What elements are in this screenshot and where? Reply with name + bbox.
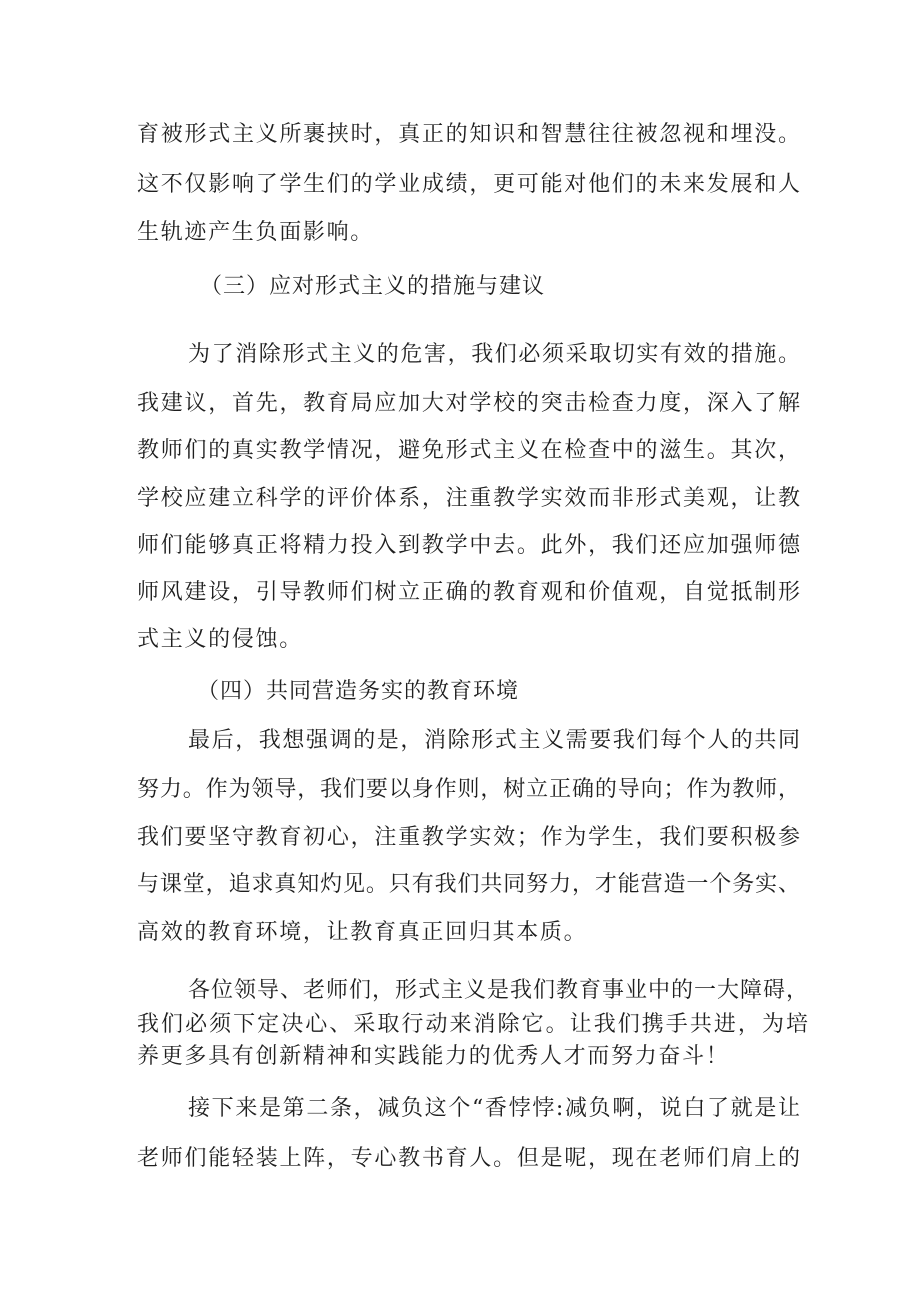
text-line: 我们要坚守教育初心，注重教学实效；作为学生，我们要积极参 bbox=[137, 825, 800, 850]
text-line: 努力。作为领导，我们要以身作则，树立正确的导向；作为教师， bbox=[137, 777, 800, 802]
text-line: 各位领导、老师们，形式主义是我们教育事业中的一大障碍， bbox=[188, 978, 808, 1003]
text-line: 为了消除形式主义的危害，我们必须采取切实有效的措施。 bbox=[188, 342, 800, 367]
text-line: 学校应建立科学的评价体系，注重教学实效而非形式美观，让教 bbox=[137, 486, 800, 511]
text-line: 师风建设，引导教师们树立正确的教育观和价值观，自觉抵制形 bbox=[137, 580, 800, 605]
text-line: 与课堂，追求真知灼见。只有我们共同努力，才能营造一个务实、 bbox=[137, 872, 800, 897]
text-line: 教师们的真实教学情况，避免形式主义在检查中的滋生。其次， bbox=[137, 438, 800, 463]
text-line: 师们能够真正将精力投入到教学中去。此外，我们还应加强师德 bbox=[137, 533, 800, 558]
text-line: 育被形式主义所裹挟时，真正的知识和智慧往往被忽视和埋没。 bbox=[137, 122, 800, 147]
text-line: 我建议，首先，教育局应加大对学校的突击检查力度，深入了解 bbox=[137, 391, 800, 416]
text-line: 式主义的侵蚀。 bbox=[137, 627, 303, 652]
heading-text: （四）共同营造务实的教育环境 bbox=[197, 679, 520, 704]
text-line: 养更多具有创新精神和实践能力的优秀人才而努力奋斗！ bbox=[137, 1044, 730, 1069]
text-line: 高效的教育环境，让教育真正回归其本质。 bbox=[137, 920, 588, 945]
text-line: 接下来是第二条，减负这个“香悖悖:减负啊，说白了就是让 bbox=[188, 1096, 800, 1121]
heading-text: （三）应对形式主义的措施与建议 bbox=[200, 274, 546, 299]
text-line: 我们必须下定决心、采取行动来消除它。让我们携手共进，为培 bbox=[137, 1012, 808, 1037]
text-line: 老师们能轻装上阵，专心教书育人。但是呢，现在老师们肩上的 bbox=[137, 1146, 800, 1171]
text-line: 生轨迹产生负面影响。 bbox=[137, 220, 375, 245]
text-line: 这不仅影响了学生们的学业成绩，更可能对他们的未来发展和人 bbox=[137, 172, 800, 197]
text-line: 最后，我想强调的是，消除形式主义需要我们每个人的共同 bbox=[188, 728, 800, 753]
